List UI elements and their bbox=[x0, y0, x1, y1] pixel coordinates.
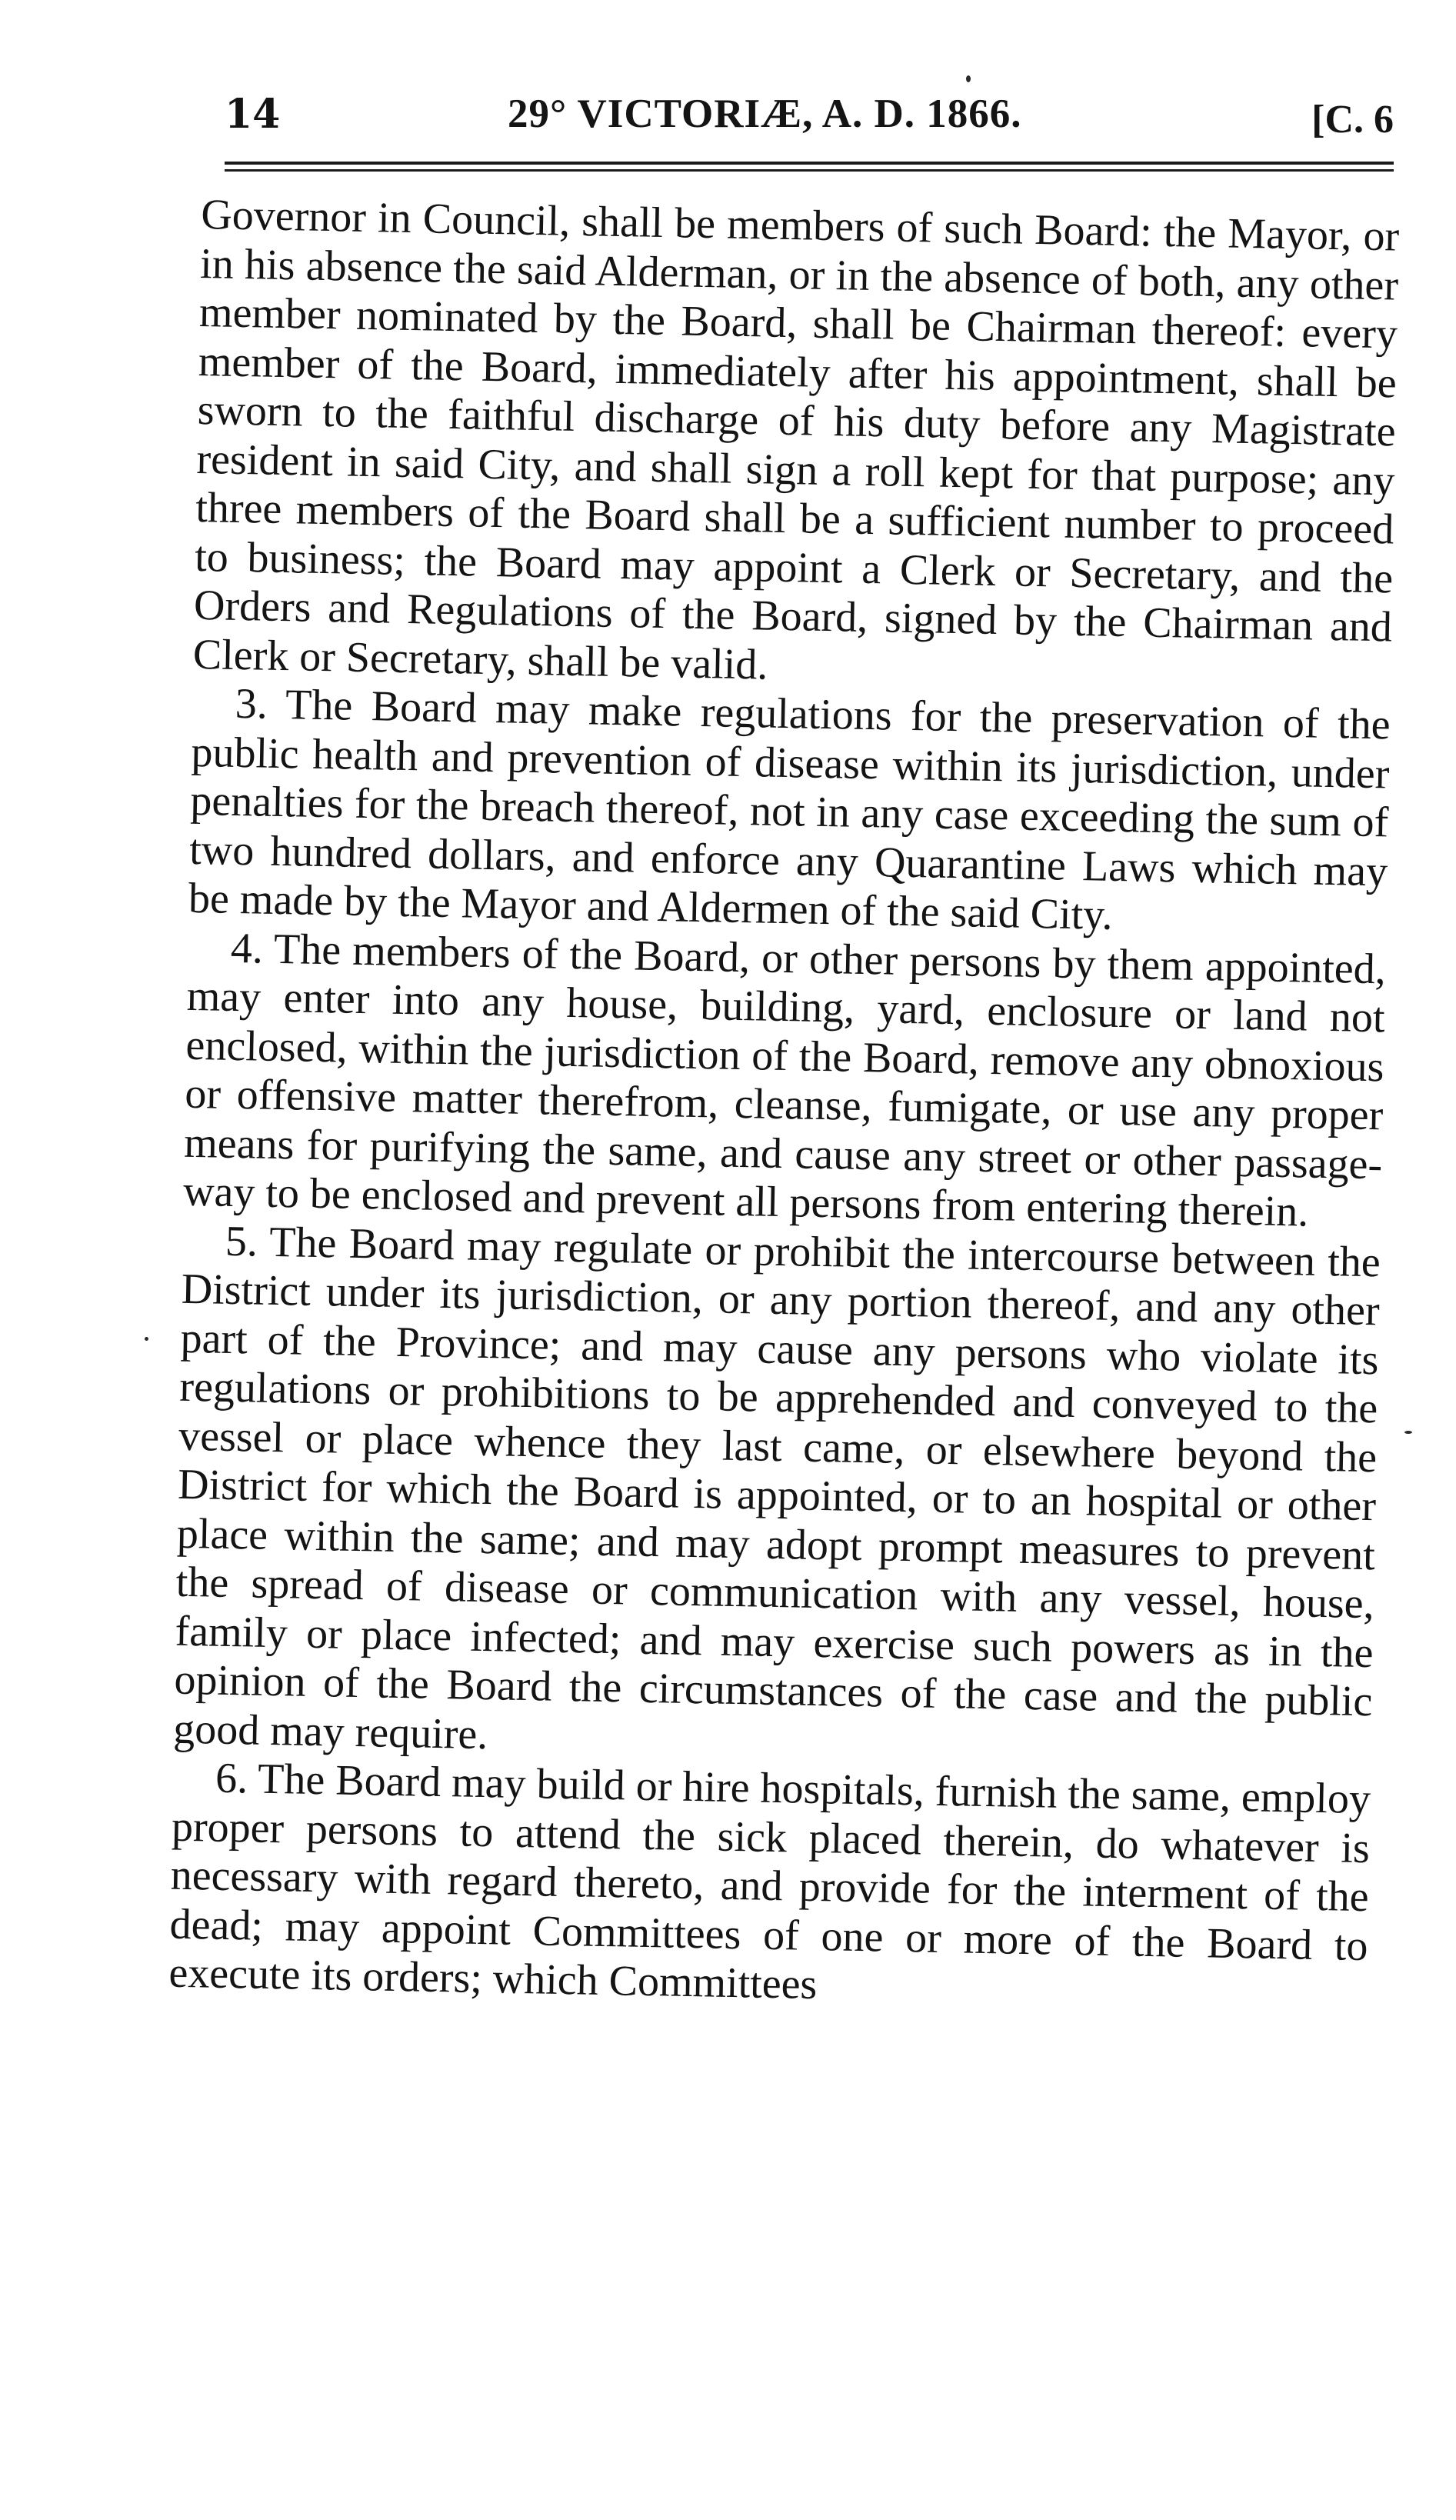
running-title: 29° VICTORIÆ, A. D. 1866. bbox=[508, 92, 1022, 136]
section-5: 5. The Board may regulate or prohibit the intercourse between the District under its jurisdiction, or any portion thereof, and any other part of the Province; and may cause any persons who violate its regulations or prohibitions to be apprehended and conveyed to the vessel or place whence they last came, or elsewhere beyond the District for which the Board is appointed, or to an hospital or other place within the same; and may adopt prompt measures to prevent the spread of disease or communication with any vessel, house, family or place infected; and may exercise such powers as in the opinion of the Board the circumstances of the case and the public good may require. bbox=[172, 1217, 1381, 1758]
header-rule-bottom bbox=[225, 169, 1394, 172]
header-rule-top bbox=[225, 162, 1394, 165]
print-speck bbox=[966, 75, 971, 82]
print-speck bbox=[145, 1337, 148, 1341]
section-3: 3. The Board may make regulations for the preservation of the public health and prevention of disease within its jurisdiction, under penalties for the breach thereof, not in any case exceeding the sum of two hundred dollars, and enforce any Quarantine Laws which may be made by the Mayor and Aldermen of the said City. bbox=[188, 679, 1391, 939]
statute-text bbox=[168, 191, 1400, 2020]
chapter-reference: [C. 6 bbox=[1311, 98, 1394, 142]
print-speck bbox=[1404, 1431, 1412, 1434]
paragraph-continuation: Governor in Council, shall be members of such Board: the Mayor, or in his absence the said Alderman, or in the absence of both, any other member nominated by the Board, shall be Chairman thereof: every member of the Board, immediately after his appointment, shall be sworn to the faithful discharge of his duty before any Magistrate resident in said City, and shall sign a roll kept for that purpose; any three members of the Board shall be a sufficient number to proceed to business; the Board may appoint a Clerk or Secretary, and the Orders and Regulations of the Board, signed by the Chairman and Clerk or Secretary, shall be valid. bbox=[192, 191, 1400, 689]
section-4: 4. The members of the Board, or other persons by them appointed, may enter into any house, building, yard, enclosure or land not enclosed, within the jurisdiction of the Board, remove any obnoxious or offensive matter therefrom, cleanse, fumigate, or use any proper means for purifying the same, and cause any street or other passage-way to be enclosed and prevent all persons from entering therein. bbox=[182, 924, 1387, 1236]
section-6: 6. The Board may build or hire hospitals, furnish the same, employ proper persons to attend the sick placed therein, do whatever is necessary with regard thereto, and provide for the interment of the dead; may appoint Committees of one or more of the Board to execute its orders; which Committees bbox=[168, 1754, 1371, 2009]
page-number: 14 bbox=[225, 91, 281, 138]
page-header bbox=[225, 91, 1394, 160]
